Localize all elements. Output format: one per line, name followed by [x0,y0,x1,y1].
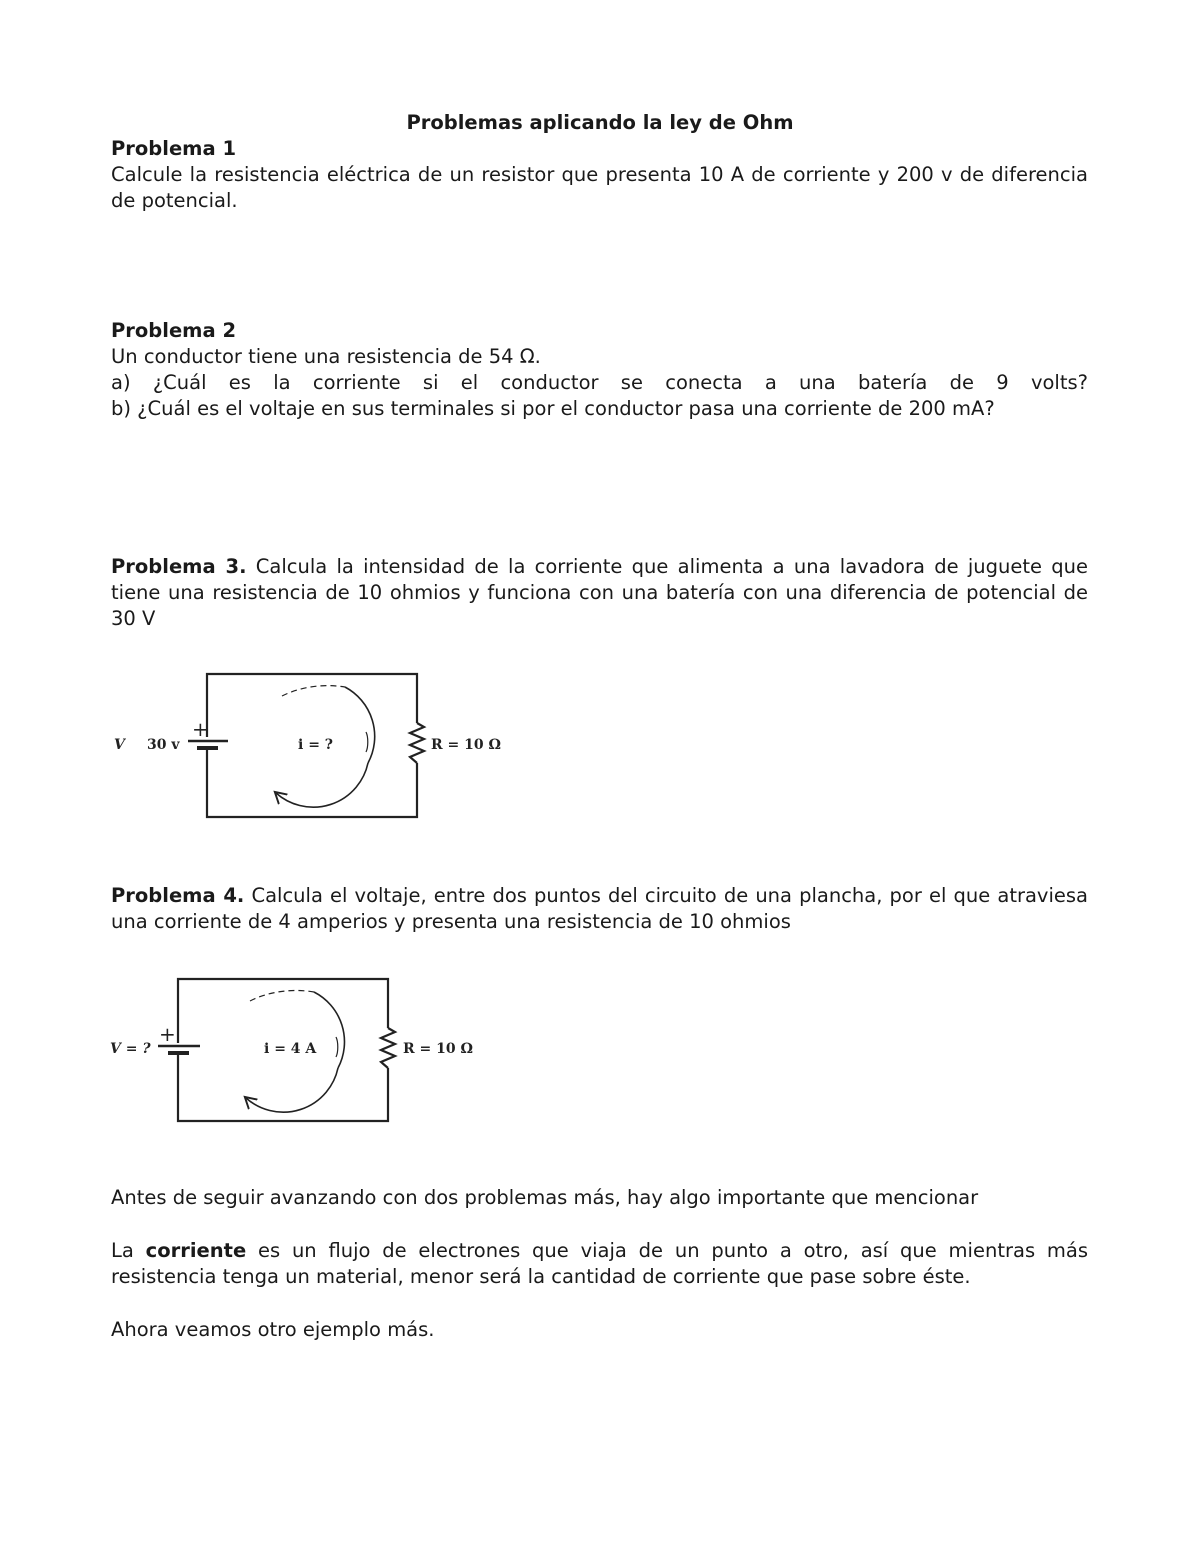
problem-1-line-1: Calcule la resistencia eléctrica de un resistor que presenta 10 A de corriente y 200 v de diferencia [111,163,1088,186]
current-loop-mark [336,1037,338,1057]
note-bold-term: corriente [145,1239,247,1262]
problem-1-heading: Problema 1 [111,137,237,160]
problem-3-statement [111,554,1088,632]
problem-4-circuit-diagram [100,965,500,1135]
current-direction-arrow [276,763,368,807]
problem-4-statement [111,883,1088,935]
problem-2 [111,318,1088,422]
problem-1 [111,136,1088,214]
problem-2-line-1: Un conductor tiene una resistencia de 54 Ω. [111,345,541,368]
current-loop-mark [366,732,368,752]
problem-4-heading: Problema 4. [111,884,245,907]
problem-2-question-a: a) ¿Cuál es la corriente si el conductor se conecta a una batería de 9 volts? [111,371,1088,394]
current-loop-arc [345,687,375,763]
battery-plus-sign: + [192,717,209,741]
note-prefix: La [111,1239,134,1262]
note-intro: Antes de seguir avanzando con dos problemas más, hay algo importante que mencionar [111,1186,979,1209]
battery-plus-sign: + [159,1022,176,1046]
current-loop-arc [314,992,344,1068]
voltage-label: V = ? [110,1041,151,1057]
resistor-label: R = 10 Ω [403,1041,473,1057]
document-title: Problemas aplicando la ley de Ohm [406,111,794,134]
current-label: i = 4 A [264,1041,317,1057]
problem-3-heading: Problema 3. [111,555,247,578]
note-closing: Ahora veamos otro ejemplo más. [111,1318,435,1341]
resistor-label: R = 10 Ω [431,737,501,753]
note-rest: es un flujo de electrones que viaja de un punto a otro, así que mientras más resistencia tenga un material, menor será la cantidad de corriente que pase sobre éste. [111,1239,1089,1288]
problem-1-line-2: de potencial. [111,189,238,212]
current-loop-top-dashed [250,990,314,1001]
current-direction-arrow [246,1068,338,1112]
problem-3-circuit-diagram [100,660,520,830]
voltage-label: V [114,737,125,753]
problem-2-heading: Problema 2 [111,319,237,342]
problem-2-question-b: b) ¿Cuál es el voltaje en sus terminales si por el conductor pasa una corriente de 200 mA? [111,397,995,420]
current-label: i = ? [298,737,333,753]
note-current-definition [111,1238,1088,1290]
problem-4-text: Calcula el voltaje, entre dos puntos del circuito de una plancha, por el que atraviesa una corriente de 4 amperios y presenta una resistencia de 10 ohmios [111,884,1088,933]
current-loop-top-dashed [282,686,345,696]
problem-3-text: Calcula la intensidad de la corriente que alimenta a una lavadora de juguete que tiene una resistencia de 10 ohmios y funciona con una batería con una diferencia de potencial de 30 V [111,555,1088,630]
source-voltage-label: 30 v [147,737,180,753]
